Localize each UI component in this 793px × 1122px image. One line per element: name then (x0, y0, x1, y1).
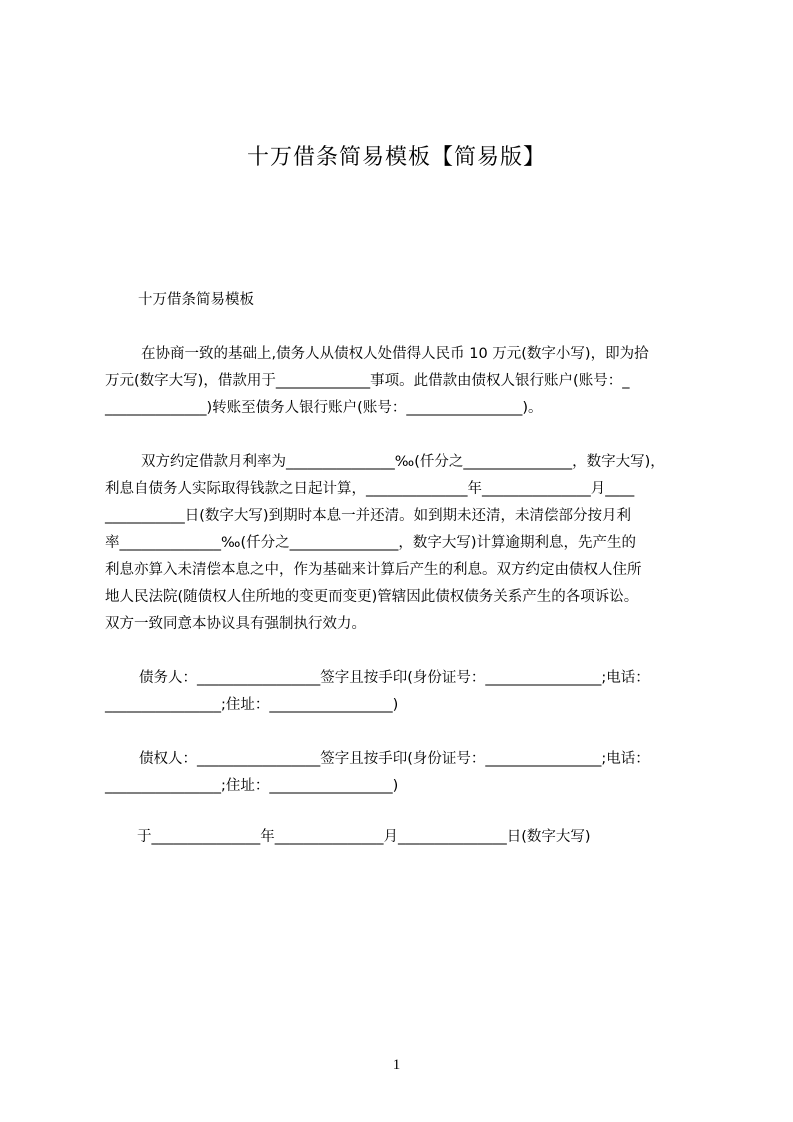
paragraph2-line: ___________日(数字大写)到期时本息一并还清。如到期未还清，未清偿部分按月利 (105, 508, 632, 524)
paragraph2-line: 双方一致同意本协议具有强制执行效力。 (105, 616, 366, 632)
paragraph2-line: 利息亦算入未清偿本息之中，作为基础来计算后产生的利息。双方约定由债权人住所 (105, 562, 642, 578)
paragraph2-line: 双方约定借款月利率为_______________‰(仟分之_______________，数字大写)， (141, 454, 665, 470)
paragraph1-line: 万元(数字大写)，借款用于_____________事项。此借款由债权人银行账户(账号：_ (105, 373, 630, 389)
creditor-address-line: ________________;住址：_________________) (105, 778, 399, 794)
paragraph2-line: 地人民法院(随债权人住所地的变更而变更)管辖因此债权债务关系产生的各项诉讼。 (105, 589, 639, 605)
paragraph2-line: 利息自债务人实际取得钱款之日起计算，______________年_______________月____ (105, 481, 635, 497)
debtor-signature-line: 债务人：_________________签字且按手印(身份证号：________________;电话： (139, 670, 650, 686)
paragraph2-line: 率______________‰(仟分之_______________，数字大写)计算逾期利息，先产生的 (105, 535, 637, 551)
creditor-signature-line: 债权人：_________________签字且按手印(身份证号：________________;电话： (139, 751, 650, 767)
document-title: 十万借条简易模板【简易版】 (246, 145, 546, 170)
page-number: 1 (392, 1057, 401, 1073)
document-subheading: 十万借条简易模板 (138, 292, 254, 308)
paragraph1-line: ______________)转账至债务人银行账户(账号：________________)。 (105, 400, 543, 416)
paragraph1-line: 在协商一致的基础上,债务人从债权人处借得人民币 10 万元(数字小写)，即为拾 (141, 346, 649, 362)
date-line: 于_______________年_______________月_______________日(数字大写) (137, 829, 591, 845)
debtor-address-line: ________________;住址：_________________) (105, 697, 399, 713)
